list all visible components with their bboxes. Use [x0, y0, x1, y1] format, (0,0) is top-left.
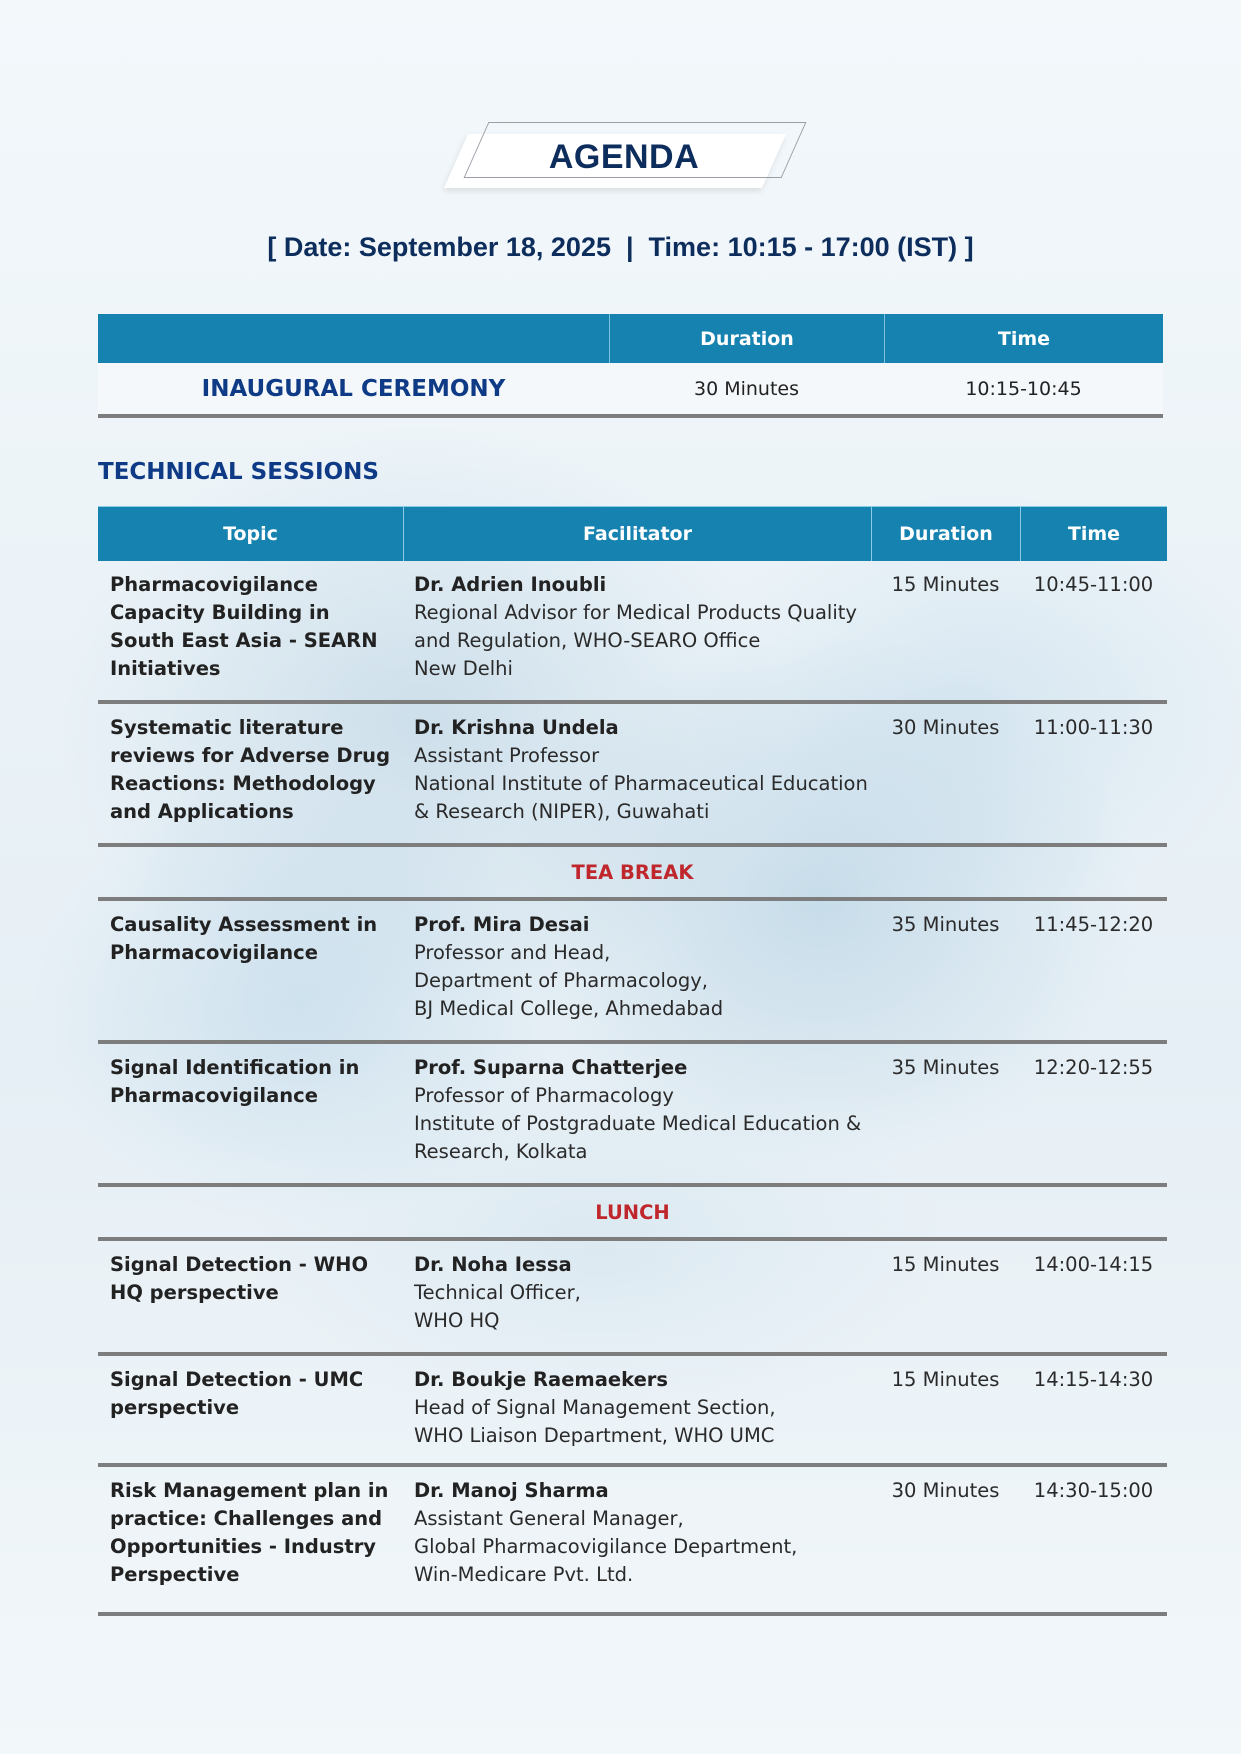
session-time: 11:45-12:20	[1033, 913, 1154, 936]
session-topic: Pharmacovigilance Capacity Building in South East Asia - SEARN Initiatives	[110, 573, 378, 680]
session-time: 11:00-11:30	[1033, 716, 1154, 739]
session-topic: Causality Assessment in Pharmacovigilance	[110, 913, 378, 964]
facilitator-name: Dr. Manoj Sharma	[414, 1479, 609, 1502]
session-duration: 35 Minutes	[891, 913, 1000, 936]
table-row	[98, 1044, 1167, 1187]
facilitator-detail: New Delhi	[414, 657, 513, 680]
facilitator-detail: Assistant General Manager,	[414, 1507, 684, 1530]
header-duration: Duration	[609, 314, 884, 363]
facilitator-detail: Global Pharmacovigilance Department,	[414, 1535, 798, 1558]
session-duration: 15 Minutes	[891, 573, 1000, 596]
session-time: 12:20-12:55	[1033, 1056, 1154, 1079]
session-topic: Signal Identification in Pharmacovigilance	[110, 1056, 360, 1107]
session-facilitator	[403, 1054, 871, 1183]
session-facilitator	[403, 911, 871, 1040]
session-facilitator	[403, 1477, 871, 1612]
facilitator-detail: Technical Officer,	[414, 1281, 581, 1304]
technical-table-header	[98, 506, 1167, 561]
facilitator-name: Dr. Noha Iessa	[414, 1253, 572, 1276]
facilitator-detail: Professor of Pharmacology	[414, 1084, 674, 1107]
facilitator-name: Dr. Adrien Inoubli	[414, 573, 607, 596]
session-time: 14:15-14:30	[1033, 1368, 1154, 1391]
session-duration: 35 Minutes	[891, 1056, 1000, 1079]
header-time: Time	[1020, 507, 1167, 561]
section-title-technical: TECHNICAL SESSIONS	[98, 459, 379, 485]
session-duration: 15 Minutes	[891, 1368, 1000, 1391]
inaugural-row	[98, 363, 1163, 418]
inaugural-table-header	[98, 314, 1163, 363]
facilitator-detail: Department of Pharmacology,	[414, 969, 708, 992]
session-duration: 30 Minutes	[891, 716, 1000, 739]
session-facilitator	[403, 1366, 871, 1463]
inaugural-duration: 30 Minutes	[693, 377, 799, 400]
session-topic: Signal Detection - WHO HQ perspective	[110, 1253, 369, 1304]
facilitator-name: Dr. Krishna Undela	[414, 716, 619, 739]
facilitator-detail: Institute of Postgraduate Medical Education & Research, Kolkata	[414, 1112, 862, 1163]
table-row	[98, 1241, 1167, 1356]
table-row	[98, 561, 1167, 704]
table-row	[98, 704, 1167, 847]
tea-break-row: TEA BREAK	[98, 847, 1167, 901]
session-duration: 15 Minutes	[891, 1253, 1000, 1276]
session-topic: Systematic literature reviews for Adverse Drug Reactions: Methodology and Applications	[110, 716, 391, 823]
date-time-line: [ Date: September 18, 2025 | Time: 10:15 - 17:00 (IST) ]	[267, 232, 974, 262]
facilitator-name: Prof. Suparna Chatterjee	[414, 1056, 688, 1079]
inaugural-table	[98, 314, 1163, 418]
facilitator-detail: BJ Medical College, Ahmedabad	[414, 997, 724, 1020]
table-row	[98, 1356, 1167, 1467]
session-time: 10:45-11:00	[1033, 573, 1154, 596]
session-topic: Signal Detection - UMC perspective	[110, 1368, 364, 1419]
session-time: 14:00-14:15	[1033, 1253, 1154, 1276]
header-time: Time	[884, 314, 1163, 363]
session-facilitator	[403, 571, 871, 700]
facilitator-detail: WHO HQ	[414, 1309, 500, 1332]
header-duration: Duration	[871, 507, 1020, 561]
header-topic: Topic	[223, 523, 278, 545]
inaugural-time: 10:15-10:45	[965, 377, 1082, 400]
session-time: 14:30-15:00	[1033, 1479, 1154, 1502]
facilitator-name: Dr. Boukje Raemaekers	[414, 1368, 669, 1391]
technical-sessions-table	[98, 506, 1167, 1616]
session-duration: 30 Minutes	[891, 1479, 1000, 1502]
table-row	[98, 901, 1167, 1044]
inaugural-name: INAUGURAL CEREMONY	[201, 375, 506, 402]
agenda-badge	[448, 120, 800, 192]
header-facilitator: Facilitator	[403, 507, 871, 561]
facilitator-name: Prof. Mira Desai	[414, 913, 590, 936]
header-blank	[98, 314, 609, 363]
facilitator-detail: Regional Advisor for Medical Products Quality and Regulation, WHO-SEARO Office	[414, 601, 857, 652]
facilitator-detail: Assistant Professor	[414, 744, 600, 767]
facilitator-detail: Win-Medicare Pvt. Ltd.	[414, 1563, 634, 1586]
page-title: AGENDA	[548, 138, 700, 176]
table-row	[98, 1467, 1167, 1616]
session-facilitator	[403, 1251, 871, 1352]
facilitator-detail: Professor and Head,	[414, 941, 611, 964]
facilitator-detail: National Institute of Pharmaceutical Education & Research (NIPER), Guwahati	[414, 772, 868, 823]
session-topic: Risk Management plan in practice: Challenges and Opportunities - Industry Perspective	[110, 1479, 389, 1586]
facilitator-detail: Head of Signal Management Section, WHO Liaison Department, WHO UMC	[414, 1396, 776, 1447]
session-facilitator	[403, 714, 871, 843]
lunch-break-row: LUNCH	[98, 1187, 1167, 1241]
